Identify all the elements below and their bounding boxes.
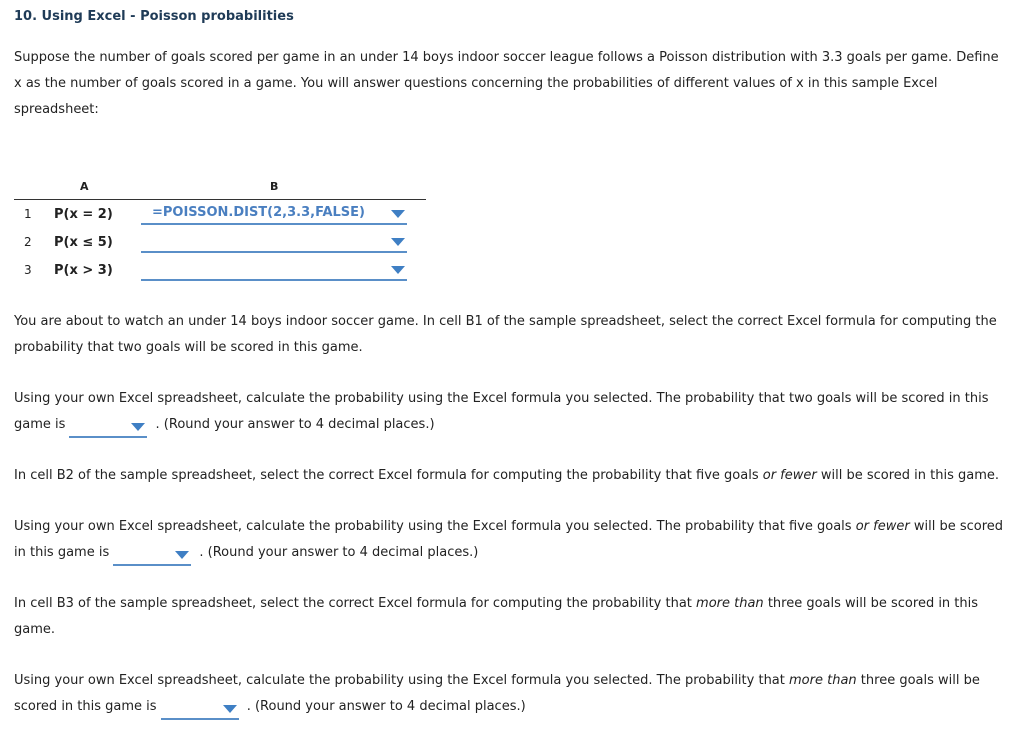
caret-down-icon [391,238,405,246]
q4-note: . (Round your answer to 4 decimal places.) [199,545,479,560]
question-2-paragraph [14,386,1004,438]
spreadsheet-row-2 [14,228,426,256]
q5-text: In cell B3 of the sample spreadsheet, select the correct Excel formula for computing the probability that [14,596,692,611]
q4-answer-dropdown[interactable] [113,545,191,566]
q6-text-middle: three goals will be scored in this game is [14,673,980,714]
caret-down-icon [175,551,189,559]
column-header-a: A [80,180,89,193]
question-title: 10. Using Excel - Poisson probabilities [14,9,294,24]
cell-b1-dropdown[interactable] [141,204,407,225]
question-4-paragraph [14,514,1004,566]
q5-emphasis: more than [696,596,764,611]
q6-emphasis: more than [789,673,857,688]
row-number: 1 [24,207,32,221]
q4-emphasis: or fewer [855,519,910,534]
question-3-paragraph [14,463,1004,489]
q3-text-end: will be scored in this game. [820,468,1000,483]
q4-text: Using your own Excel spreadsheet, calculate the probability using the Excel formula you selected. The probability that five goals [14,519,852,534]
spreadsheet-row-3 [14,256,426,284]
q6-text: Using your own Excel spreadsheet, calculate the probability using the Excel formula you selected. The probability that [14,673,785,688]
intro-paragraph: Suppose the number of goals scored per game in an under 14 boys indoor soccer league follows a Poisson distribution with 3.3 goals per game. Define x as the number of goals scored in a game. You will answer questions concerning the probabilities of different values of x in this sample Excel spreadsheet: [14,50,999,117]
question-1-paragraph: You are about to watch an under 14 boys indoor soccer game. In cell B1 of the sample spreadsheet, select the correct Excel formula for computing the probability that two goals will be scored in this game. [14,314,997,355]
caret-down-icon [391,266,405,274]
cell-b2-dropdown[interactable] [141,232,407,253]
row-number: 2 [24,235,32,249]
caret-down-icon [131,423,145,431]
sample-spreadsheet [14,178,426,284]
question-5-paragraph [14,591,1004,643]
question-6-paragraph [14,668,1004,720]
q3-text: In cell B2 of the sample spreadsheet, select the correct Excel formula for computing the probability that five goals [14,468,759,483]
q3-emphasis: or fewer [762,468,817,483]
q2-answer-dropdown[interactable] [69,417,147,438]
q6-answer-dropdown[interactable] [161,699,239,720]
cell-b1-value: =POISSON.DIST(2,3.3,FALSE) [152,205,365,220]
caret-down-icon [391,210,405,218]
cell-b3-dropdown[interactable] [141,260,407,281]
spreadsheet-row-1 [14,200,426,228]
q2-note: . (Round your answer to 4 decimal places.) [155,417,435,432]
caret-down-icon [223,705,237,713]
q2-text: Using your own Excel spreadsheet, calculate the probability using the Excel formula you selected. The probability that two goals will be scored in this game is [14,391,989,432]
q6-note: . (Round your answer to 4 decimal places.) [246,699,526,714]
spreadsheet-header [14,178,426,200]
q4-text-middle: will be scored in this game is [14,519,1004,560]
column-header-b: B [270,180,279,193]
row-label: P(x = 2) [54,207,113,222]
row-label: P(x ≤ 5) [54,235,113,250]
row-label: P(x > 3) [54,263,113,278]
row-number: 3 [24,263,32,277]
q5-text-end: three goals will be scored in this game. [14,596,979,637]
